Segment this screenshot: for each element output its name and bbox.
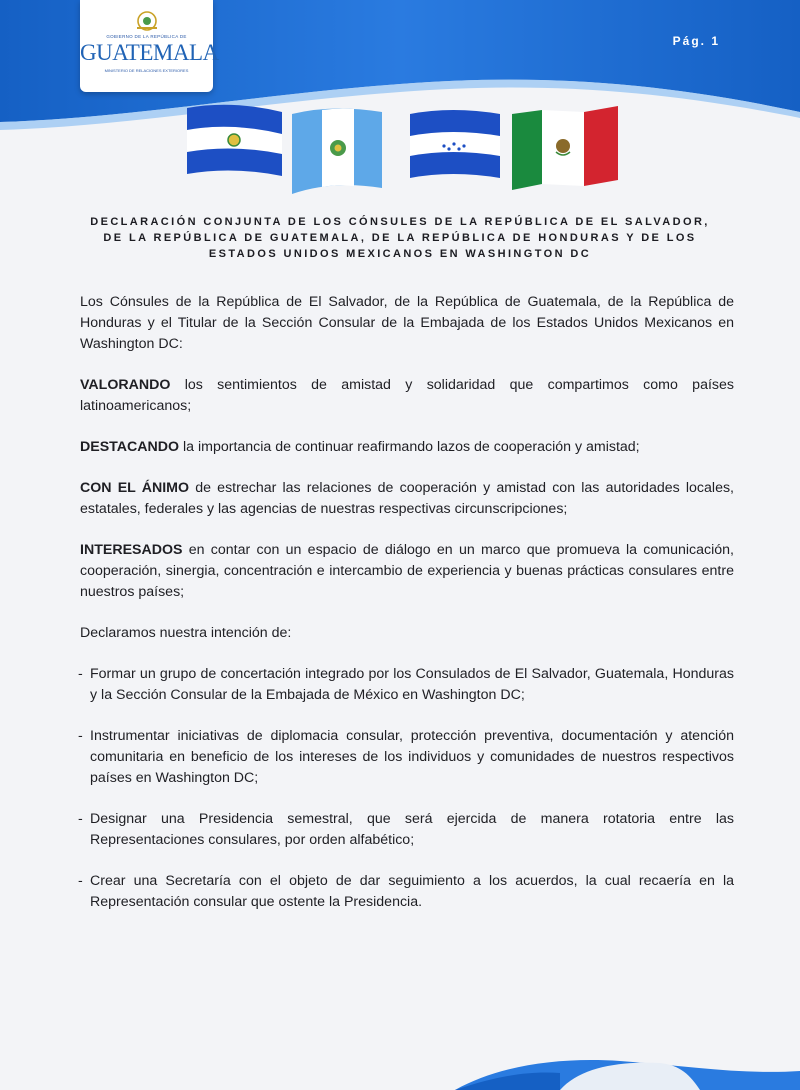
list-item: [80, 726, 734, 789]
clause-text: los sentimientos de amistad y solidaridad que compartimos como países latinoamericanos;: [80, 377, 734, 414]
footer-ribbon: [0, 1045, 800, 1090]
declaration-intro: Declaramos nuestra intención de:: [80, 625, 292, 641]
mexico-flag-icon: [512, 106, 618, 190]
bullet-dash: -: [78, 666, 83, 682]
clause-lead: VALORANDO: [80, 377, 171, 393]
clause-lead: DESTACANDO: [80, 439, 180, 455]
flags-banner: [182, 100, 622, 200]
bullet-dash: -: [78, 873, 83, 889]
guatemala-logo: [80, 0, 219, 92]
logo-tagline: MINISTERIO DE RELACIONES EXTERIORES: [104, 68, 189, 73]
list-item-text: Crear una Secretaría con el objeto de dar seguimiento a los acuerdos, la cual recaería en la Representación consular que ostente la Presidencia.: [90, 873, 734, 910]
page-number: Pág. 1: [672, 34, 720, 48]
bullet-dash: -: [78, 811, 83, 827]
el-salvador-flag-icon: [187, 105, 282, 176]
clause-paragraph: [80, 540, 734, 603]
list-item: [80, 664, 734, 706]
document-title: DECLARACIÓN CONJUNTA DE LOS CÓNSULES DE LA REPÚBLICA DE EL SALVADOR, DE LA REPÚBLICA DE GUATEMALA, DE LA REPÚBLICA DE HONDURAS Y DE LOS ESTADOS UNIDOS MEXICANOS EN WASHINGTON DC: [90, 216, 710, 260]
clause-paragraph: [80, 375, 734, 417]
list-item-text: Formar un grupo de concertación integrado por los Consulados de El Salvador, Guatemala, Honduras y la Sección Consular de la Embajada de México en Washington DC;: [90, 666, 734, 703]
list-item: [80, 809, 734, 851]
honduras-flag-icon: [410, 110, 500, 178]
list-item-text: Instrumentar iniciativas de diplomacia consular, protección preventiva, documentación y atención comunitaria en beneficio de los intereses de los individuos y comunidades de nuestros respectivos países en Washington DC;: [90, 728, 734, 786]
clause-lead: INTERESADOS: [80, 542, 183, 558]
clause-lead: CON EL ÁNIMO: [80, 480, 190, 496]
document-body: [80, 292, 734, 933]
clause-paragraph: [80, 437, 734, 458]
clause-text: de estrechar las relaciones de cooperación y amistad con las autoridades locales, estatales, federales y las agencias de nuestras respectivas circunscripciones;: [80, 480, 734, 517]
clause-text: la importancia de continuar reafirmando lazos de cooperación y amistad;: [179, 439, 640, 455]
list-item-text: Designar una Presidencia semestral, que será ejercida de manera rotatoria entre las Representaciones consulares, por orden alfabético;: [90, 811, 734, 848]
logo-subtitle: GOBIERNO DE LA REPÚBLICA DE: [106, 34, 187, 39]
coat-of-arms-icon: [135, 10, 159, 32]
clause-text: en contar con un espacio de diálogo en un marco que promueva la comunicación, cooperación, sinergia, concentración e intercambio de experiencia y buenas prácticas consulares entre nuestros países;: [80, 542, 734, 600]
list-item: [80, 871, 734, 913]
logo-title: GUATEMALA: [80, 40, 219, 65]
clause-paragraph: [80, 478, 734, 520]
intro-paragraph: Los Cónsules de la República de El Salvador, de la República de Guatemala, de la República de Honduras y el Titular de la Sección Consular de la Embajada de los Estados Unidos Mexicanos en Washington DC:: [80, 294, 734, 352]
guatemala-flag-icon: [292, 108, 382, 194]
bullet-dash: -: [78, 728, 83, 744]
